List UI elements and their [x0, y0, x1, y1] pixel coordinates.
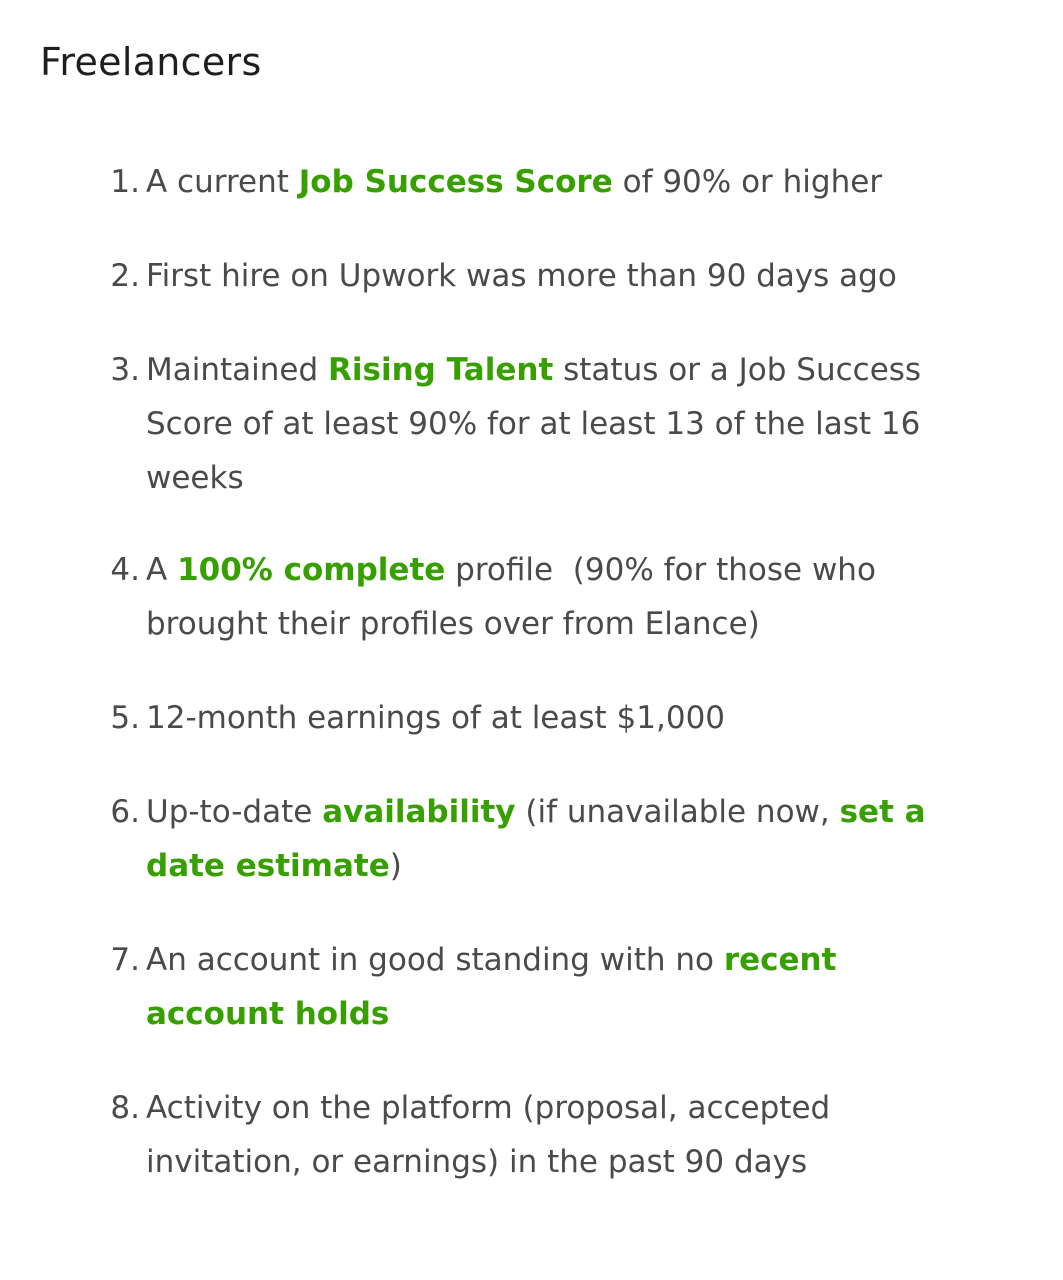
item-number: 2. — [110, 258, 140, 294]
item-text: Activity on the platform (proposal, accepted invitation, or earnings) in the past 90 days — [146, 1090, 831, 1180]
item-text: ) — [389, 848, 402, 884]
criteria-item — [100, 343, 980, 505]
item-text: status or a Job Success Score of at least 90% for at least 13 of the last 16 weeks — [146, 352, 922, 496]
item-number: 5. — [110, 700, 140, 736]
job-success-score-link[interactable]: Job Success Score — [298, 164, 613, 200]
criteria-item — [100, 691, 980, 745]
item-text: First hire on Upwork was more than 90 days ago — [146, 258, 897, 294]
criteria-item — [100, 785, 980, 893]
item-number: 3. — [110, 352, 140, 388]
criteria-item — [100, 933, 980, 1041]
rising-talent-link[interactable]: Rising Talent — [328, 352, 554, 388]
recent-account-holds-link[interactable]: recent account holds — [146, 942, 837, 1032]
item-text: Up-to-date — [146, 794, 323, 830]
item-number: 4. — [110, 552, 140, 588]
item-number: 8. — [110, 1090, 140, 1126]
item-text: A current — [146, 164, 299, 200]
item-text: 12-month earnings of at least $1,000 — [146, 700, 726, 736]
criteria-item — [100, 1081, 980, 1189]
item-text: of 90% or higher — [612, 164, 883, 200]
item-text: (if unavailable now, — [515, 794, 840, 830]
item-number: 6. — [110, 794, 140, 830]
criteria-item — [100, 543, 980, 651]
criteria-list — [100, 155, 980, 1189]
item-text: profile (90% for those who brought their profiles over from Elance) — [146, 552, 886, 642]
item-number: 7. — [110, 942, 140, 978]
criteria-item — [100, 155, 980, 209]
criteria-item — [100, 249, 980, 303]
page-title: Freelancers — [40, 40, 262, 84]
item-text: An account in good standing with no — [146, 942, 724, 978]
item-text: Maintained — [146, 352, 329, 388]
item-text: A — [146, 552, 178, 588]
availability-link[interactable]: availability — [322, 794, 516, 830]
item-number: 1. — [110, 164, 140, 200]
set-date-estimate-link[interactable]: set a date estimate — [146, 794, 926, 884]
complete-profile-link[interactable]: 100% complete — [177, 552, 446, 588]
